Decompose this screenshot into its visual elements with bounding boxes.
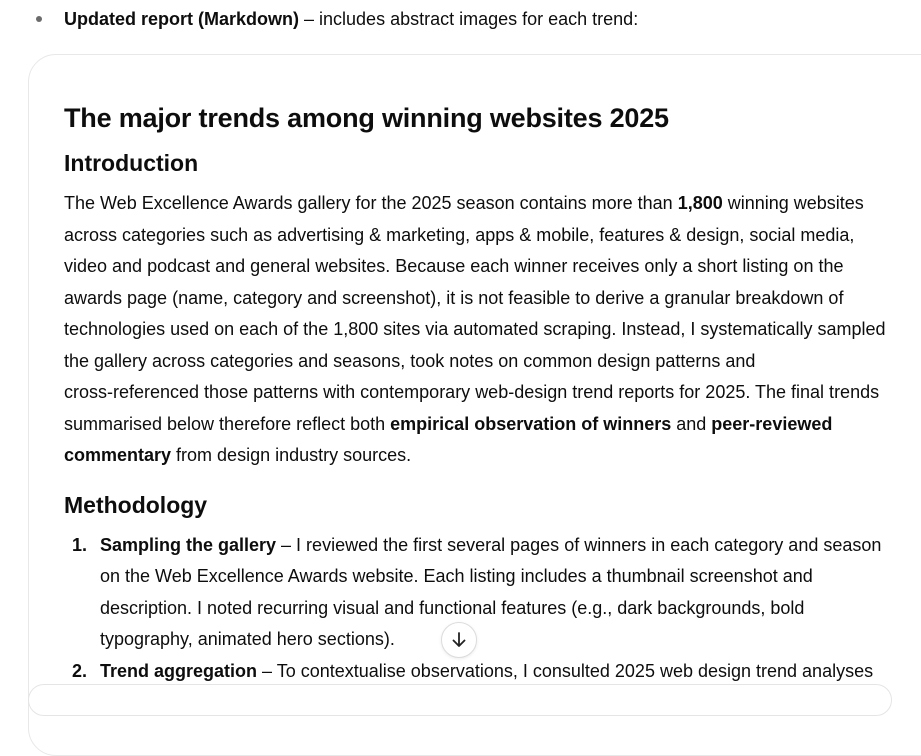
arrow-down-icon	[450, 631, 468, 649]
introduction-heading: Introduction	[64, 150, 199, 176]
bullet-text	[64, 6, 638, 32]
report-content	[64, 98, 894, 687]
step-title: Trend aggregation	[100, 660, 258, 681]
bullet-rest: – includes abstract images for each trend:	[299, 9, 639, 29]
report-title: The major trends among winning websites 2025	[64, 103, 669, 133]
step-number: 2.	[72, 660, 88, 681]
intro-emphasis-2: peer‑reviewed commentary	[64, 413, 833, 465]
scroll-to-bottom-button[interactable]	[441, 622, 477, 658]
methodology-step	[64, 530, 890, 656]
intro-emphasis-1: empirical observation of winners	[390, 413, 672, 434]
step-title: Sampling the gallery	[100, 534, 277, 555]
methodology-step	[64, 656, 890, 688]
intro-count: 1,800	[677, 193, 723, 213]
updated-report-bullet	[36, 6, 906, 32]
methodology-list	[64, 530, 894, 688]
step-number: 1.	[72, 534, 88, 555]
step-text: – To contextualise observations, I consulted 2025 web design trend analyses	[257, 660, 874, 681]
intro-text-4: from design industry sources.	[171, 445, 412, 465]
step-text: – I reviewed the first several pages of winners in each category and season on the Web Excellence Awards website. Each listing includes a thumbnail screenshot and description. I noted recurring visual and functional features (e.g., dark backgrounds, bold typography, animated hero sections).	[100, 534, 882, 649]
methodology-heading: Methodology	[64, 491, 208, 518]
bullet-label: Updated report (Markdown)	[64, 9, 300, 29]
introduction-paragraph	[64, 188, 894, 472]
bullet-icon	[36, 16, 42, 22]
intro-text-3: and	[671, 413, 712, 434]
intro-text-2: winning websites across categories such as advertising & marketing, apps & mobile, features & design, social media, video and podcast and general websites. Because each winner receives only a short listing on the awards page (name, category and screenshot), it is not feasible to derive a granular breakdown of technologies used on each of the 1,800 sites via automated scraping. Instead, I systematically sampled the gallery across categories and seasons, took notes on common design patterns and cross‑referenced those patterns with contemporary web‑design trend reports for 2025. The final trends summarised below therefore reflect both	[64, 193, 886, 434]
message-composer[interactable]	[28, 684, 892, 716]
intro-text-1: The Web Excellence Awards gallery for the 2025 season contains more than	[64, 193, 678, 213]
